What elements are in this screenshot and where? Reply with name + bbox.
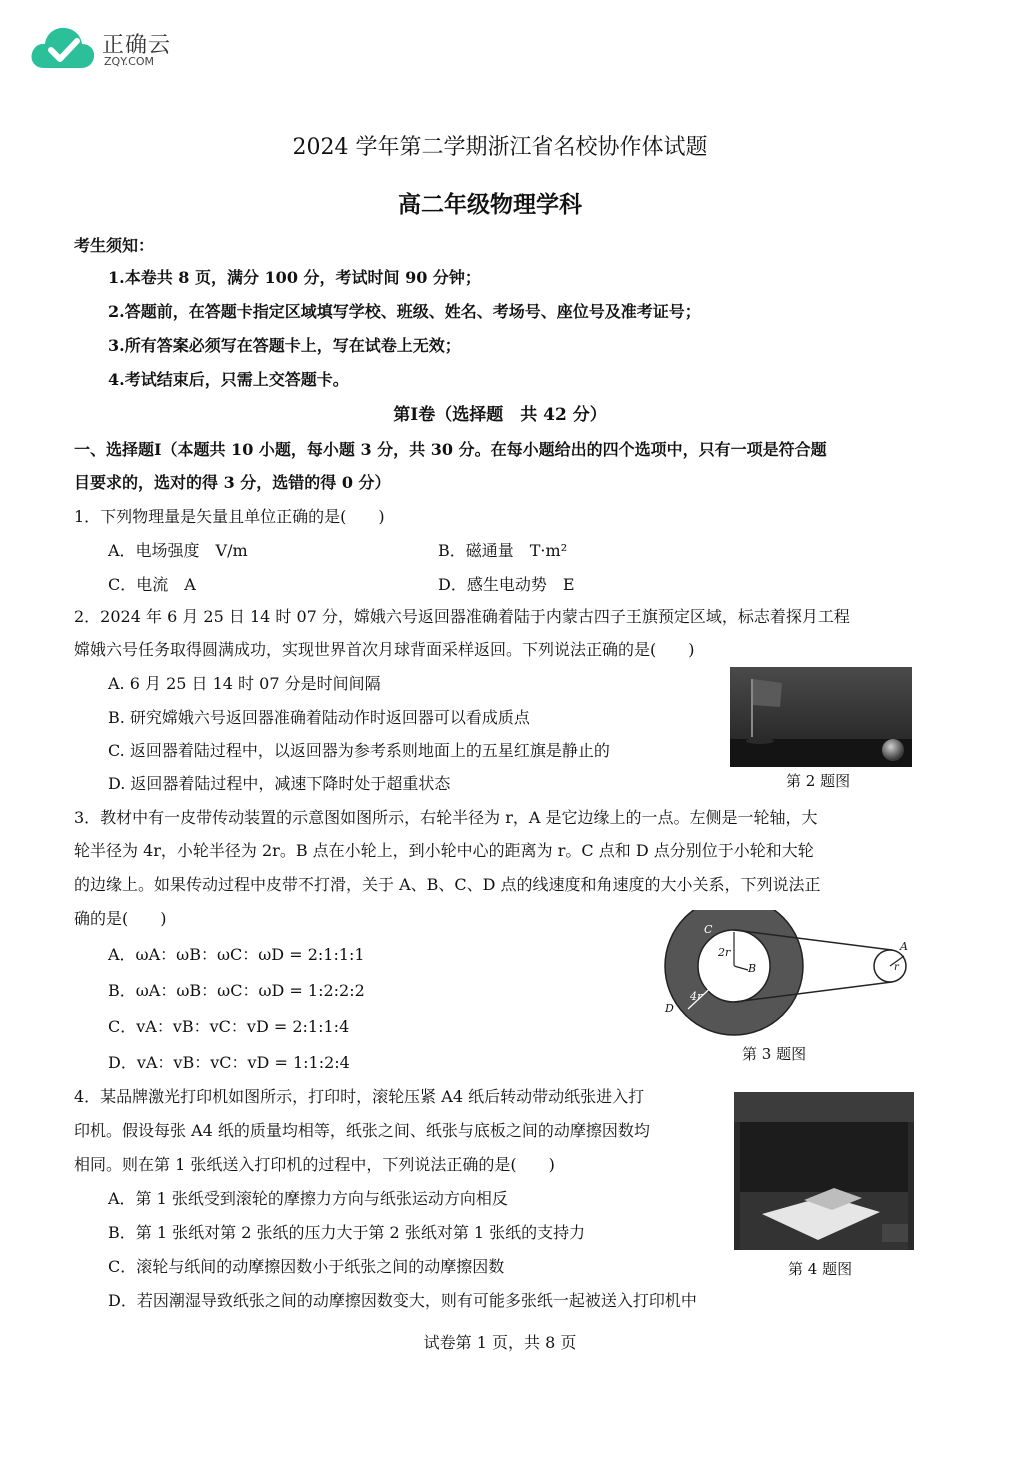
question-1-option-d: D．感生电动势 E xyxy=(438,575,575,594)
question-3-option-c: C．vA：vB：vC：vD = 2:1:1:4 xyxy=(108,1017,350,1036)
label-r: r xyxy=(894,962,899,973)
question-1-stem: 1．下列物理量是矢量且单位正确的是( ) xyxy=(74,507,385,526)
question-4-stem: 4．某品牌激光打印机如图所示，打印时，滚轮压紧 A4 纸后转动带动纸张进入打 xyxy=(74,1087,645,1106)
section-instructions-cont: 目要求的，选对的得 3 分，选错的得 0 分） xyxy=(74,473,391,492)
exam-subtitle: 高二年级物理学科 xyxy=(398,191,582,218)
question-4-option-c: C．滚轮与纸间的动摩擦因数小于纸张之间的动摩擦因数 xyxy=(108,1257,505,1276)
question-4-figure-caption: 第 4 题图 xyxy=(788,1260,853,1278)
notice-item: 4.考试结束后，只需上交答题卡。 xyxy=(108,370,349,389)
question-3-stem: 3．教材中有一皮带传动装置的示意图如图所示，右轮半径为 r，A 是它边缘上的一点。左侧是一轮轴，大 xyxy=(74,808,818,827)
brand-name: 正确云 xyxy=(102,33,172,58)
question-4-option-d: D．若因潮湿导致纸张之间的动摩擦因数变大，则有可能多张纸一起被送入打印机中 xyxy=(108,1291,697,1310)
cloud-check-icon xyxy=(30,24,96,72)
question-2-option-a: A. 6 月 25 日 14 时 07 分是时间间隔 xyxy=(108,674,381,693)
question-4-stem-cont: 相同。则在第 1 张纸送入打印机的过程中，下列说法正确的是( ) xyxy=(74,1155,555,1174)
question-3-stem-cont: 轮半径为 4r，小轮半径为 2r。B 点在小轮上，到小轮中心的距离为 r。C 点和 D 点分别位于小轮和大轮 xyxy=(74,841,814,860)
label-b: B xyxy=(748,962,757,975)
section-instructions: 一、选择题Ⅰ（本题共 10 小题，每小题 3 分，共 30 分。在每小题给出的四个选项中，只有一项是符合题 xyxy=(74,440,827,459)
belt-drive-diagram xyxy=(660,910,916,1040)
label-2r: 2r xyxy=(718,946,731,959)
landing-photo xyxy=(730,667,912,767)
question-3-stem-cont: 确的是( ) xyxy=(74,909,167,928)
question-1-option-a: A．电场强度 V/m xyxy=(108,541,248,560)
exam-title: 2024 学年第二学期浙江省名校协作体试题 xyxy=(292,135,708,160)
question-3-option-d: D．vA：vB：vC：vD = 1:1:2:4 xyxy=(108,1053,350,1072)
brand-logo xyxy=(30,22,190,78)
question-3-option-b: B．ωA：ωB：ωC：ωD = 1:2:2:2 xyxy=(108,981,365,1000)
question-4-option-a: A．第 1 张纸受到滚轮的摩擦力方向与纸张运动方向相反 xyxy=(108,1189,508,1208)
notice-item: 3.所有答案必须写在答题卡上，写在试卷上无效； xyxy=(108,336,461,355)
label-a: A xyxy=(900,940,908,953)
question-2-option-b: B. 研究嫦娥六号返回器准确着陆动作时返回器可以看成质点 xyxy=(108,708,530,727)
label-c: C xyxy=(704,923,713,936)
notice-item: 2.答题前，在答题卡指定区域填写学校、班级、姓名、考场号、座位号及准考证号； xyxy=(108,302,701,321)
label-d: D xyxy=(665,1002,674,1015)
brand-domain: ZQY.COM xyxy=(104,55,155,68)
question-2-option-d: D. 返回器着陆过程中，减速下降时处于超重状态 xyxy=(108,774,451,793)
question-1-option-c: C．电流 A xyxy=(108,575,196,594)
part-title: 第Ⅰ卷（选择题 共 42 分） xyxy=(393,405,607,425)
question-4-stem-cont: 印机。假设每张 A4 纸的质量均相等，纸张之间、纸张与底板之间的动摩擦因数均 xyxy=(74,1121,650,1140)
question-1-option-b: B．磁通量 T·m² xyxy=(438,541,568,560)
question-4-option-b: B．第 1 张纸对第 2 张纸的压力大于第 2 张纸对第 1 张纸的支持力 xyxy=(108,1223,586,1242)
page-footer: 试卷第 1 页，共 8 页 xyxy=(423,1333,577,1352)
question-2-figure-caption: 第 2 题图 xyxy=(786,772,851,790)
printer-photo xyxy=(734,1092,914,1250)
question-2-stem: 2．2024 年 6 月 25 日 14 时 07 分，嫦娥六号返回器准确着陆于内蒙古四子王旗预定区域，标志着探月工程 xyxy=(74,607,850,626)
question-2-option-c: C. 返回器着陆过程中，以返回器为参考系则地面上的五星红旗是静止的 xyxy=(108,741,610,760)
question-3-option-a: A．ωA：ωB：ωC：ωD = 2:1:1:1 xyxy=(108,945,365,964)
question-3-figure-caption: 第 3 题图 xyxy=(742,1045,807,1063)
label-4r: 4r xyxy=(690,990,703,1003)
notice-item: 1.本卷共 8 页，满分 100 分，考试时间 90 分钟； xyxy=(108,268,481,287)
question-3-stem-cont: 的边缘上。如果传动过程中皮带不打滑，关于 A、B、C、D 点的线速度和角速度的大小关系，下列说法正 xyxy=(74,875,821,894)
question-2-stem-cont: 嫦娥六号任务取得圆满成功，实现世界首次月球背面采样返回。下列说法正确的是( ) xyxy=(74,640,695,659)
notice-heading: 考生须知： xyxy=(74,236,155,255)
